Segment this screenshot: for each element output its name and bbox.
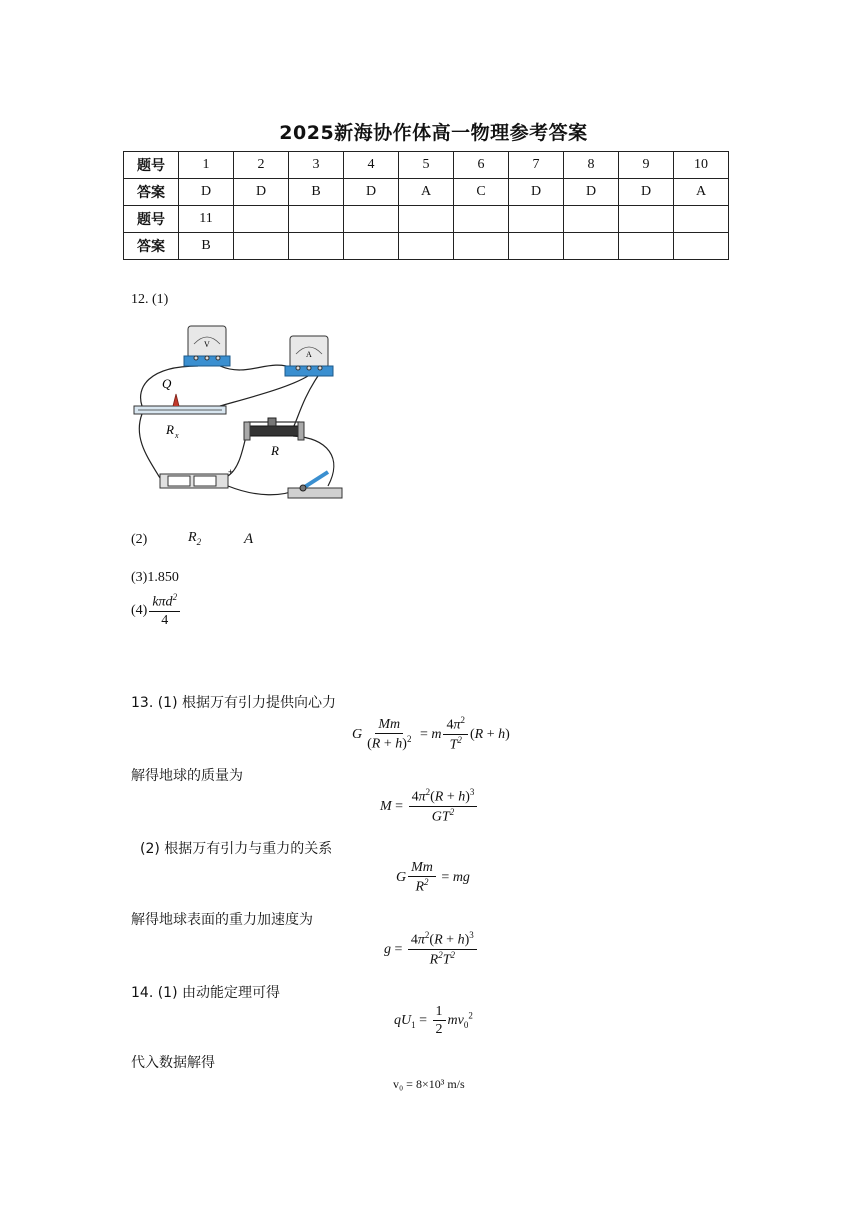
page-title: 2025新海协作体高一物理参考答案 [279, 122, 588, 144]
row-header: 答案 [124, 233, 179, 260]
table-cell [289, 206, 344, 233]
table-cell: 10 [674, 152, 729, 179]
table-cell [399, 206, 454, 233]
q12-part4-label: (4) [131, 602, 148, 618]
switch-icon [288, 472, 342, 498]
table-cell [619, 233, 674, 260]
equation-1: G $\frac{Mm}{(R + h)^2}$ = m $\frac{4\pi^2}{T^2}$ (R + h) [352, 715, 510, 753]
table-cell: 2 [234, 152, 289, 179]
table-cell [234, 233, 289, 260]
table-cell [454, 206, 509, 233]
equation-5: $qU_1$ = $\frac{1}{2}$ $mv_0^2$ [394, 1004, 473, 1038]
q13-line3: (2) 根据万有引力与重力的关系 [140, 841, 333, 857]
r-label: R [271, 443, 279, 458]
q-label: Q [162, 376, 172, 391]
q13-line2: 解得地球的质量为 [131, 768, 243, 784]
circuit-diagram [128, 318, 363, 508]
q13-line4: 解得地球表面的重力加速度为 [131, 912, 313, 928]
q12-part2-label: (2) [131, 532, 148, 547]
row-header: 答案 [124, 179, 179, 206]
table-cell: B [179, 233, 234, 260]
table-cell: B [289, 179, 344, 206]
equation-4: g = $\frac{4\pi^2(R + h)^3}{R^2T^2}$ [384, 931, 479, 968]
table-cell [234, 206, 289, 233]
table-cell [344, 233, 399, 260]
table-cell: 6 [454, 152, 509, 179]
q12-part2-r [188, 530, 201, 547]
table-cell: 4 [344, 152, 399, 179]
part4-denominator: 4 [161, 613, 169, 629]
table-cell: 3 [289, 152, 344, 179]
voltmeter-label: V [204, 340, 210, 349]
table-cell: D [344, 179, 399, 206]
table-cell [289, 233, 344, 260]
table-cell: 7 [509, 152, 564, 179]
table-cell: 8 [564, 152, 619, 179]
table-cell [564, 233, 619, 260]
q12-part3: (3)1.850 [131, 570, 179, 585]
q14-line2: 代入数据解得 [131, 1055, 215, 1071]
table-row [124, 233, 729, 260]
equation-2: M = $\frac{4\pi^2(R + h)^3}{GT^2}$ [380, 788, 479, 825]
table-cell: D [564, 179, 619, 206]
answer-table [123, 151, 729, 260]
battery-icon [160, 474, 228, 488]
table-row [124, 152, 729, 179]
table-cell [674, 206, 729, 233]
q14-line1: 14. (1) 由动能定理可得 [131, 985, 280, 1001]
rx-label: R [166, 422, 174, 437]
row-header: 题号 [124, 152, 179, 179]
ammeter-label: A [306, 350, 312, 359]
q14-result: v₀ = 8×10³ m/s [393, 1077, 465, 1091]
q13-line1: 13. (1) 根据万有引力提供向心力 [131, 695, 336, 711]
part4-numerator: kπd [152, 594, 173, 610]
table-cell: A [674, 179, 729, 206]
table-cell: D [509, 179, 564, 206]
table-cell: C [454, 179, 509, 206]
rx-subscript: x [175, 431, 179, 440]
table-cell: A [399, 179, 454, 206]
table-cell [619, 206, 674, 233]
table-cell: D [619, 179, 674, 206]
r-subscript: 2 [196, 536, 202, 547]
r-letter: R [188, 530, 197, 545]
plus-label: + [228, 467, 234, 477]
resistance-wire-rail [134, 394, 226, 414]
table-cell [454, 233, 509, 260]
table-cell [399, 233, 454, 260]
table-cell [674, 233, 729, 260]
part4-sup: 2 [172, 592, 178, 602]
table-cell [509, 206, 564, 233]
table-cell [344, 206, 399, 233]
table-cell: D [179, 179, 234, 206]
table-cell: 9 [619, 152, 674, 179]
table-row [124, 179, 729, 206]
q12-part2-a: A [244, 531, 254, 547]
table-cell [509, 233, 564, 260]
q12-label: 12. (1) [131, 292, 169, 307]
table-cell: D [234, 179, 289, 206]
table-cell: 1 [179, 152, 234, 179]
row-header: 题号 [124, 206, 179, 233]
table-cell [564, 206, 619, 233]
table-cell: 11 [179, 206, 234, 233]
equation-3: G $\frac{Mm}{R^2}$ = mg [396, 860, 470, 896]
q12-part4 [131, 593, 182, 628]
table-row [124, 206, 729, 233]
table-cell: 5 [399, 152, 454, 179]
